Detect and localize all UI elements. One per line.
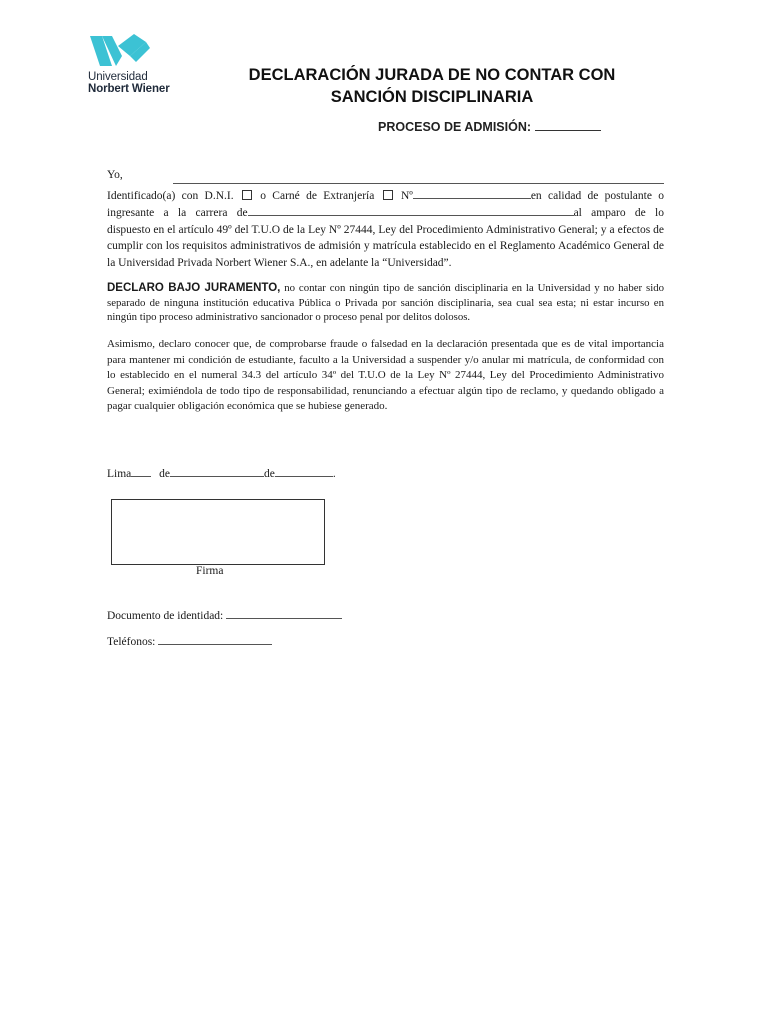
p1-rest: dispuesto en el artículo 49º del T.U.O de la Ley Nº 27444, Ley del Procedimiento Administrativo General; y a efectos de cumplir con los requisitos administrativos de admisión y matrícula establecido en el Reglamento Académico General de la Universidad Privada Norbert Wiener S.A., en adelante la “Universidad”. xyxy=(107,223,664,269)
ing-a: ingresante a la carrera de xyxy=(107,207,248,219)
de-label-1: de xyxy=(159,468,171,480)
signature-box[interactable] xyxy=(111,499,325,565)
doc-id-blank[interactable] xyxy=(226,607,342,619)
tel-label: Teléfonos: xyxy=(107,636,156,648)
ident-a: Identificado(a) con D.N.I. xyxy=(107,189,234,202)
proceso-admision xyxy=(378,118,601,134)
phone-line xyxy=(107,633,272,648)
ident-d: en calidad de postulante o xyxy=(530,189,664,202)
document-title xyxy=(200,64,664,108)
month-blank[interactable] xyxy=(170,465,264,477)
de-label-2: de xyxy=(264,468,275,480)
name-blank[interactable] xyxy=(173,172,664,184)
declaration-paragraph-1 xyxy=(107,167,664,271)
logo-mark-icon xyxy=(88,34,150,68)
firma-label: Firma xyxy=(196,565,224,577)
logo-line2: Norbert Wiener xyxy=(88,83,170,95)
ingresante-line xyxy=(107,204,664,222)
carrera-blank[interactable] xyxy=(248,204,574,216)
university-logo xyxy=(88,34,188,95)
dni-checkbox[interactable] xyxy=(242,190,252,200)
phone-blank[interactable] xyxy=(158,633,272,645)
doc-label: Documento de identidad: xyxy=(107,610,224,622)
logo-line1: Universidad xyxy=(88,71,148,83)
ident-line xyxy=(107,187,664,205)
proceso-blank[interactable] xyxy=(535,118,601,131)
title-line2: SANCIÓN DISCIPLINARIA xyxy=(330,88,534,106)
declaro-lead: DECLARO BAJO JURAMENTO, xyxy=(107,282,281,294)
ing-b: al amparo de lo xyxy=(573,207,664,219)
date-line xyxy=(107,465,336,480)
year-blank[interactable] xyxy=(275,465,333,477)
day-blank[interactable] xyxy=(131,465,151,477)
ident-c: Nº xyxy=(400,189,413,202)
document-id-line xyxy=(107,607,342,622)
title-line1: DECLARACIÓN JURADA DE NO CONTAR CON xyxy=(248,66,616,84)
p2-text: no contar con ningún tipo de sanción disciplinaria en la Universidad y no haber sido separado de ninguna institución educativa Pública o Privada por sanción disciplinaria, sea cual sea esta; ni estar incurso en ningún tipo proceso administrativo sancionador o proceso penal por delitos dolosos. xyxy=(107,282,665,323)
carne-checkbox[interactable] xyxy=(383,190,393,200)
lima-label: Lima xyxy=(107,468,132,480)
proceso-label: PROCESO DE ADMISIÓN: xyxy=(378,120,532,134)
yo-label: Yo, xyxy=(107,169,123,181)
ident-b: o Carné de Extranjería xyxy=(260,189,375,202)
declaration-paragraph-2 xyxy=(107,281,664,325)
declaration-paragraph-3: Asimismo, declaro conocer que, de comprobarse fraude o falsedad en la declaración presentada que es de vital importancia para mantener mi condición de estudiante, faculto a la Universidad a suspender y/o anular mi matrícula, de conformidad con lo establecido en el numeral 34.3 del artículo 34º del T.U.O de la Ley Nº 27444, Ley del Procedimiento Administrativo General; eximiéndola de todo tipo de responsabilidad, renunciando a efectuar algún tipo de reclamo, y quedando obligado a pagar cualquier obligación económica que se hubiese generado. xyxy=(107,338,664,412)
date-end: . xyxy=(332,468,336,480)
document-number-blank[interactable] xyxy=(413,187,531,199)
